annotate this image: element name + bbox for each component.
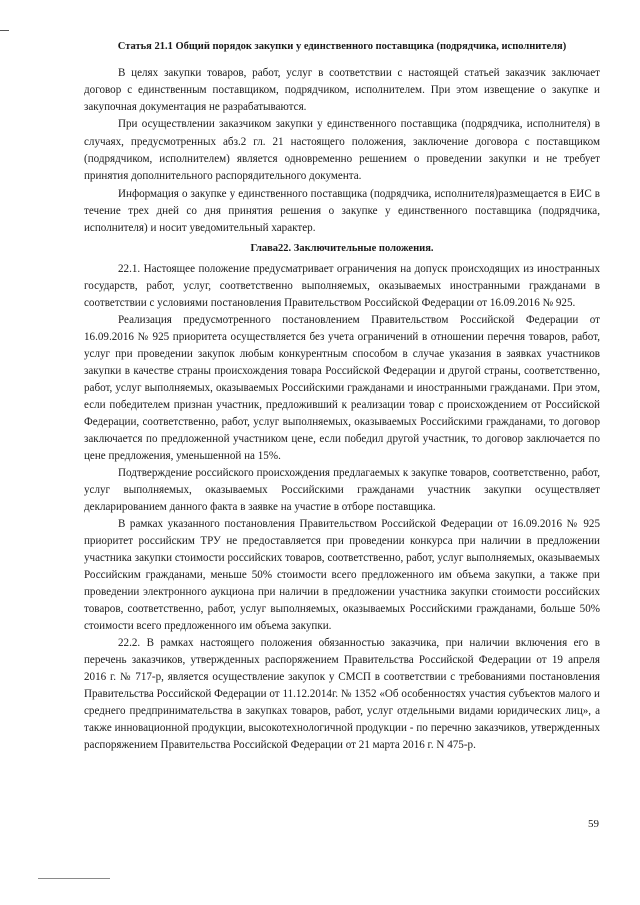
chapter-paragraph-5: 22.2. В рамках настоящего положения обязанностью заказчика, при наличии включения его в перечень заказчиков, утвержденных распоряжением Правительства Российской Федерации от 19 апреля 2016 г. № 717-р, является осуществление закупок у СМСП в соответствии с требованиями постановления Правительства Российской Федерации от 11.12.2014г. № 1352 «Об особенностях участия субъектов малого и среднего предпринимательства в закупках товаров, работ, услуг отдельными видами юридических лиц», а также инновационной продукции, высокотехнологичной продукции - по перечню заказчиков, утвержденных распоряжением Правительства Российской Федерации от 21 марта 2016 г. N 475-р. [84,636,600,751]
document-body [84,39,600,754]
chapter-title: Глава22. Заключительные положения. [250,243,434,255]
chapter-paragraph-4: В рамках указанного постановления Правительством Российской Федерации от 16.09.2016 № 925 приоритет российским ТРУ не предоставляется при проведении конкурса при наличии в предложении участника закупки стоимости российских товаров, соответственно, работ, услуг выполняемых, оказываемых Российским гражданами, меньше 50% стоимости всего предложенного им объема закупки, а также при проведении электронного аукциона при наличии в предложении участника закупки стоимости российских товаров, соответственно, работ, услуг выполняемых, оказываемых Российскими гражданами, больше 50% стоимости всего предложенного им объема закупки. [84,517,600,632]
chapter-paragraph-2: Реализация предусмотренного постановлением Правительством Российской Федерации от 16.09.2016 № 925 приоритета осуществляется без учета ограничений в отношении перечня товаров, работ, услуг при проведении закупок любым конкурентным способом в случае указания в заявках участников закупки в качестве страны происхождения товара Российской Федерации и другой страны, соответственно, работ, услуг выполняемых, оказываемых Российскими гражданами и иностранными гражданами. При этом, если победителем признан участник, предложивший к реализации товар с происхождением от Российской Федерации, соответственно, работ, услуг выполняемых, оказываемых Российскими гражданами, то договор заключается по предложенной участником цене, если победил другой участник, то договор заключается по цене предложения, уменьшенной на 15%. [84,313,600,462]
article-title: Статья 21.1 Общий порядок закупки у единственного поставщика (подрядчика, исполнителя) [117,41,567,52]
chapter-paragraph-1: 22.1. Настоящее положение предусматривает ограничения на допуск происходящих из иностранных государств, работ, услуг, соответственно выполняемых, оказываемых иностранными гражданами в соответствии с условиями постановления Правительством Российской Федерации от 16.09.2016 № 925. [84,262,600,309]
margin-mark [0,30,9,31]
page-number: 59 [588,818,599,830]
article-paragraph-2: При осуществлении заказчиком закупки у единственного поставщика (подрядчика, исполнителя) в случаях, предусмотренных абз.2 гл. 21 настоящего положения, заключение договора с поставщиком (подрядчиком, исполнителем) является одновременно решением о проведении закупки и не требует принятия дополнительного распорядительного документа. [84,118,600,183]
chapter-paragraph-3: Подтверждение российского происхождения предлагаемых к закупке товаров, соответственно, работ, услуг выполняемых, оказываемых Российскими гражданами участник закупки осуществляет декларированием данного факта в заявке на участие в отборе поставщика. [84,466,600,513]
article-paragraph-1: В целях закупки товаров, работ, услуг в соответствии с настоящей статьей заказчик заключает договор с единственным поставщиком, подрядчиком, исполнителем. При этом извещение о закупке и закупочная документация не разрабатываются. [84,66,600,114]
article-paragraph-3: Информация о закупке у единственного поставщика (подрядчика, исполнителя)размещается в ЕИС в течение трех дней со дня принятия решения о закупке у единственного поставщика (подрядчика, исполнителя) и носит уведомительный характер. [84,187,600,235]
footer-line [38,878,110,879]
